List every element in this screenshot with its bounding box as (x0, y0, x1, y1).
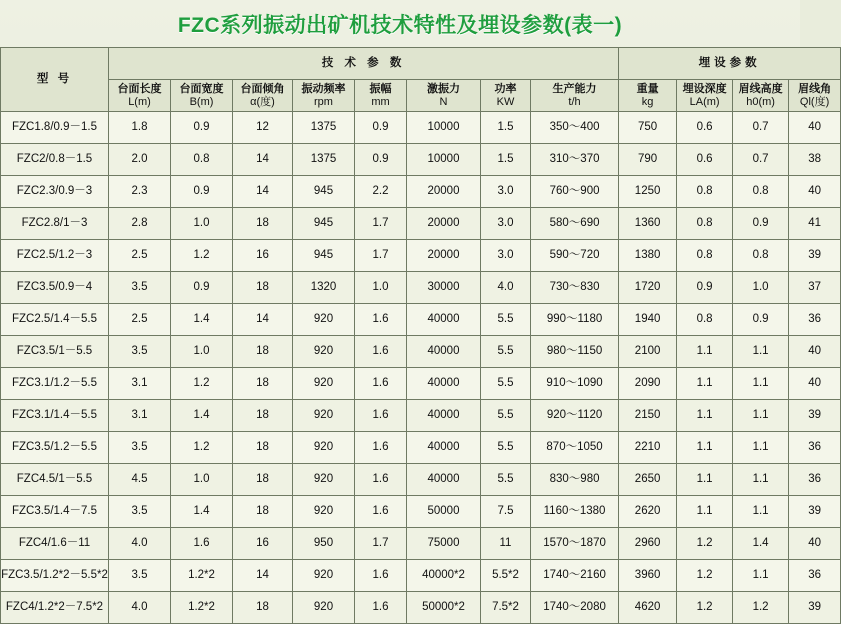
table-cell: 920 (293, 560, 355, 592)
table-cell: 0.9 (355, 144, 407, 176)
table-cell: 920 (293, 336, 355, 368)
table-cell: 40000*2 (407, 560, 481, 592)
table-cell: 3.5 (109, 272, 171, 304)
table-cell: 40000 (407, 400, 481, 432)
table-cell: 1.0 (171, 208, 233, 240)
table-group-header-row (1, 48, 841, 80)
table-cell: 910～1090 (531, 368, 619, 400)
table-cell: 18 (233, 272, 293, 304)
table-cell: 590～720 (531, 240, 619, 272)
table-cell: 40 (789, 528, 841, 560)
table-cell: 0.8 (677, 240, 733, 272)
table-cell: 980～1150 (531, 336, 619, 368)
table-cell: 1.2 (171, 432, 233, 464)
table-cell: 1.4 (171, 304, 233, 336)
table-cell: 1160～1380 (531, 496, 619, 528)
table-cell: 5.5 (481, 432, 531, 464)
table-cell: 40000 (407, 304, 481, 336)
cell-model: FZC3.5/1.2*2－5.5*2 (1, 560, 109, 592)
cell-model: FZC3.5/0.9－4 (1, 272, 109, 304)
column-header-frequency: 振动频率 rpm (293, 80, 355, 112)
table-cell: 18 (233, 336, 293, 368)
table-cell: 14 (233, 304, 293, 336)
table-cell: 30000 (407, 272, 481, 304)
table-cell: 18 (233, 368, 293, 400)
table-row (1, 112, 841, 144)
table-cell: 1.2 (733, 592, 789, 624)
table-cell: 730～830 (531, 272, 619, 304)
column-header-brow-height: 眉线高度 h0(m) (733, 80, 789, 112)
table-cell: 1.6 (355, 368, 407, 400)
cell-model: FZC2.8/1－3 (1, 208, 109, 240)
table-cell: 2.2 (355, 176, 407, 208)
table-cell: 3.5 (109, 560, 171, 592)
table-cell: 14 (233, 560, 293, 592)
table-cell: 0.7 (733, 112, 789, 144)
table-cell: 40000 (407, 464, 481, 496)
table-cell: 7.5*2 (481, 592, 531, 624)
table-cell: 3.1 (109, 368, 171, 400)
table-cell: 1.0 (171, 336, 233, 368)
table-cell: 20000 (407, 240, 481, 272)
column-header-model: 型 号 (1, 48, 109, 112)
table-cell: 1.1 (677, 432, 733, 464)
table-cell: 0.8 (677, 208, 733, 240)
cell-model: FZC4/1.6－11 (1, 528, 109, 560)
cell-model: FZC2.5/1.4－5.5 (1, 304, 109, 336)
table-cell: 10000 (407, 144, 481, 176)
table-cell: 1.6 (355, 336, 407, 368)
table-cell: 50000 (407, 496, 481, 528)
table-cell: 3.5 (109, 336, 171, 368)
table-cell: 990～1180 (531, 304, 619, 336)
cell-model: FZC3.5/1.2－5.5 (1, 432, 109, 464)
group-header-technical: 技 术 参 数 (109, 48, 619, 80)
table-cell: 2090 (619, 368, 677, 400)
table-cell: 4620 (619, 592, 677, 624)
table-cell: 2.5 (109, 240, 171, 272)
table-cell: 3.0 (481, 240, 531, 272)
table-cell: 1.6 (355, 400, 407, 432)
table-cell: 5.5*2 (481, 560, 531, 592)
column-header-brow-angle: 眉线角 Ql(度) (789, 80, 841, 112)
table-cell: 790 (619, 144, 677, 176)
table-cell: 1375 (293, 112, 355, 144)
table-cell: 20000 (407, 208, 481, 240)
column-header-angle: 台面倾角 α(度) (233, 80, 293, 112)
table-cell: 0.9 (677, 272, 733, 304)
table-cell: 1.1 (733, 496, 789, 528)
table-cell: 2650 (619, 464, 677, 496)
table-cell: 1.2 (171, 368, 233, 400)
table-cell: 4.0 (109, 592, 171, 624)
table-row (1, 528, 841, 560)
table-row (1, 176, 841, 208)
table-cell: 1.1 (733, 336, 789, 368)
cell-model: FZC3.5/1－5.5 (1, 336, 109, 368)
table-cell: 920 (293, 368, 355, 400)
table-cell: 3.5 (109, 432, 171, 464)
table-row (1, 432, 841, 464)
table-header (1, 48, 841, 112)
table-cell: 1940 (619, 304, 677, 336)
table-cell: 18 (233, 432, 293, 464)
table-cell: 1.2 (677, 528, 733, 560)
column-header-length: 台面长度 L(m) (109, 80, 171, 112)
table-cell: 1.6 (355, 592, 407, 624)
table-cell: 1.7 (355, 208, 407, 240)
column-header-weight: 重量 kg (619, 80, 677, 112)
table-cell: 14 (233, 144, 293, 176)
table-cell: 38 (789, 144, 841, 176)
table-cell: 945 (293, 176, 355, 208)
column-header-width: 台面宽度 B(m) (171, 80, 233, 112)
table-cell: 1360 (619, 208, 677, 240)
table-cell: 1.1 (733, 464, 789, 496)
table-cell: 0.9 (733, 208, 789, 240)
table-row (1, 144, 841, 176)
table-cell: 12 (233, 112, 293, 144)
table-cell: 1.1 (733, 560, 789, 592)
table-cell: 5.5 (481, 336, 531, 368)
table-cell: 1.5 (481, 112, 531, 144)
table-cell: 1.6 (355, 464, 407, 496)
table-cell: 18 (233, 496, 293, 528)
table-cell: 1.4 (171, 400, 233, 432)
table-cell: 2150 (619, 400, 677, 432)
table-cell: 2620 (619, 496, 677, 528)
table-cell: 920 (293, 592, 355, 624)
specification-table (0, 47, 841, 624)
table-cell: 1.6 (355, 496, 407, 528)
table-cell: 945 (293, 208, 355, 240)
table-cell: 350～400 (531, 112, 619, 144)
table-cell: 760～900 (531, 176, 619, 208)
table-cell: 1.0 (733, 272, 789, 304)
table-cell: 920 (293, 400, 355, 432)
table-cell: 580～690 (531, 208, 619, 240)
table-cell: 1.7 (355, 528, 407, 560)
table-cell: 0.9 (733, 304, 789, 336)
cell-model: FZC3.5/1.4－7.5 (1, 496, 109, 528)
table-row (1, 272, 841, 304)
table-cell: 40 (789, 176, 841, 208)
table-cell: 39 (789, 240, 841, 272)
table-cell: 750 (619, 112, 677, 144)
table-cell: 1.1 (677, 400, 733, 432)
cell-model: FZC4/1.2*2－7.5*2 (1, 592, 109, 624)
column-header-capacity: 生产能力 t/h (531, 80, 619, 112)
table-cell: 7.5 (481, 496, 531, 528)
table-cell: 40000 (407, 336, 481, 368)
table-cell: 0.6 (677, 144, 733, 176)
table-cell: 830～980 (531, 464, 619, 496)
table-cell: 1720 (619, 272, 677, 304)
table-cell: 1.6 (171, 528, 233, 560)
table-cell: 1.2 (171, 240, 233, 272)
table-cell: 1.1 (677, 464, 733, 496)
table-cell: 40 (789, 336, 841, 368)
cell-model: FZC1.8/0.9－1.5 (1, 112, 109, 144)
table-cell: 4.0 (109, 528, 171, 560)
table-cell: 1.2 (677, 560, 733, 592)
table-cell: 1.0 (355, 272, 407, 304)
table-cell: 3.0 (481, 176, 531, 208)
table-cell: 1.1 (677, 336, 733, 368)
table-cell: 10000 (407, 112, 481, 144)
table-cell: 1.4 (733, 528, 789, 560)
table-cell: 920 (293, 496, 355, 528)
table-row (1, 336, 841, 368)
cell-model: FZC2.3/0.9－3 (1, 176, 109, 208)
table-cell: 40000 (407, 368, 481, 400)
table-cell: 5.5 (481, 464, 531, 496)
table-cell: 2960 (619, 528, 677, 560)
table-cell: 1.4 (171, 496, 233, 528)
table-cell: 14 (233, 176, 293, 208)
cell-model: FZC3.1/1.2－5.5 (1, 368, 109, 400)
table-row (1, 496, 841, 528)
table-cell: 0.8 (677, 304, 733, 336)
table-cell: 1375 (293, 144, 355, 176)
table-cell: 2100 (619, 336, 677, 368)
table-cell: 1.1 (733, 368, 789, 400)
table-cell: 1.1 (677, 368, 733, 400)
table-cell: 5.5 (481, 304, 531, 336)
table-cell: 20000 (407, 176, 481, 208)
table-cell: 1.5 (481, 144, 531, 176)
table-cell: 75000 (407, 528, 481, 560)
table-cell: 40000 (407, 432, 481, 464)
table-row (1, 368, 841, 400)
table-cell: 41 (789, 208, 841, 240)
table-cell: 16 (233, 240, 293, 272)
table-cell: 39 (789, 400, 841, 432)
table-cell: 0.8 (677, 176, 733, 208)
table-cell: 0.8 (733, 240, 789, 272)
table-cell: 1570～1870 (531, 528, 619, 560)
table-cell: 1.8 (109, 112, 171, 144)
table-cell: 40 (789, 112, 841, 144)
table-cell: 40 (789, 368, 841, 400)
table-cell: 1.6 (355, 560, 407, 592)
table-cell: 18 (233, 592, 293, 624)
table-cell: 0.6 (677, 112, 733, 144)
table-cell: 4.0 (481, 272, 531, 304)
table-row (1, 560, 841, 592)
table-cell: 3960 (619, 560, 677, 592)
column-header-embed-depth: 埋设深度 LA(m) (677, 80, 733, 112)
table-row (1, 240, 841, 272)
table-cell: 0.9 (171, 112, 233, 144)
table-cell: 1740～2160 (531, 560, 619, 592)
table-cell: 2.8 (109, 208, 171, 240)
table-cell: 0.7 (733, 144, 789, 176)
table-cell: 1.1 (733, 432, 789, 464)
table-cell: 39 (789, 496, 841, 528)
table-cell: 1.1 (733, 400, 789, 432)
table-cell: 1320 (293, 272, 355, 304)
cell-model: FZC2/0.8－1.5 (1, 144, 109, 176)
table-cell: 920 (293, 432, 355, 464)
table-cell: 2.0 (109, 144, 171, 176)
table-cell: 36 (789, 304, 841, 336)
table-cell: 0.8 (171, 144, 233, 176)
column-header-amplitude: 振幅 mm (355, 80, 407, 112)
table-row (1, 400, 841, 432)
table-cell: 0.9 (171, 176, 233, 208)
column-header-power: 功率 KW (481, 80, 531, 112)
table-cell: 1.2*2 (171, 560, 233, 592)
table-cell: 920～1120 (531, 400, 619, 432)
table-cell: 16 (233, 528, 293, 560)
table-cell: 1380 (619, 240, 677, 272)
table-cell: 4.5 (109, 464, 171, 496)
table-cell: 1250 (619, 176, 677, 208)
table-row (1, 304, 841, 336)
table-cell: 945 (293, 240, 355, 272)
table-cell: 1.2 (677, 592, 733, 624)
table-cell: 37 (789, 272, 841, 304)
cell-model: FZC4.5/1－5.5 (1, 464, 109, 496)
column-header-exciting-force: 激振力 N (407, 80, 481, 112)
table-cell: 2.3 (109, 176, 171, 208)
table-cell: 1.1 (677, 496, 733, 528)
table-cell: 36 (789, 464, 841, 496)
table-cell: 870～1050 (531, 432, 619, 464)
table-cell: 1.2*2 (171, 592, 233, 624)
table-cell: 1.7 (355, 240, 407, 272)
cell-model: FZC2.5/1.2－3 (1, 240, 109, 272)
table-cell: 36 (789, 432, 841, 464)
table-cell: 1.6 (355, 304, 407, 336)
table-cell: 36 (789, 560, 841, 592)
table-cell: 0.9 (355, 112, 407, 144)
table-cell: 5.5 (481, 400, 531, 432)
table-cell: 1.6 (355, 432, 407, 464)
table-cell: 1740～2080 (531, 592, 619, 624)
table-cell: 920 (293, 304, 355, 336)
table-cell: 18 (233, 400, 293, 432)
table-subheader-row (1, 80, 841, 112)
table-cell: 2.5 (109, 304, 171, 336)
table-cell: 18 (233, 208, 293, 240)
cell-model: FZC3.1/1.4－5.5 (1, 400, 109, 432)
table-cell: 18 (233, 464, 293, 496)
table-cell: 950 (293, 528, 355, 560)
table-cell: 11 (481, 528, 531, 560)
table-cell: 3.5 (109, 496, 171, 528)
table-cell: 920 (293, 464, 355, 496)
page-title: FZC系列振动出矿机技术特性及埋设参数(表一) (177, 14, 623, 37)
table-row (1, 592, 841, 624)
group-header-embedding: 埋设参数 (619, 48, 841, 80)
table-cell: 0.8 (733, 176, 789, 208)
table-cell: 50000*2 (407, 592, 481, 624)
table-cell: 5.5 (481, 368, 531, 400)
table-body (1, 112, 841, 624)
table-cell: 39 (789, 592, 841, 624)
table-cell: 1.0 (171, 464, 233, 496)
table-cell: 3.1 (109, 400, 171, 432)
table-cell: 3.0 (481, 208, 531, 240)
table-row (1, 208, 841, 240)
table-row (1, 464, 841, 496)
table-cell: 310～370 (531, 144, 619, 176)
table-cell: 0.9 (171, 272, 233, 304)
table-cell: 2210 (619, 432, 677, 464)
